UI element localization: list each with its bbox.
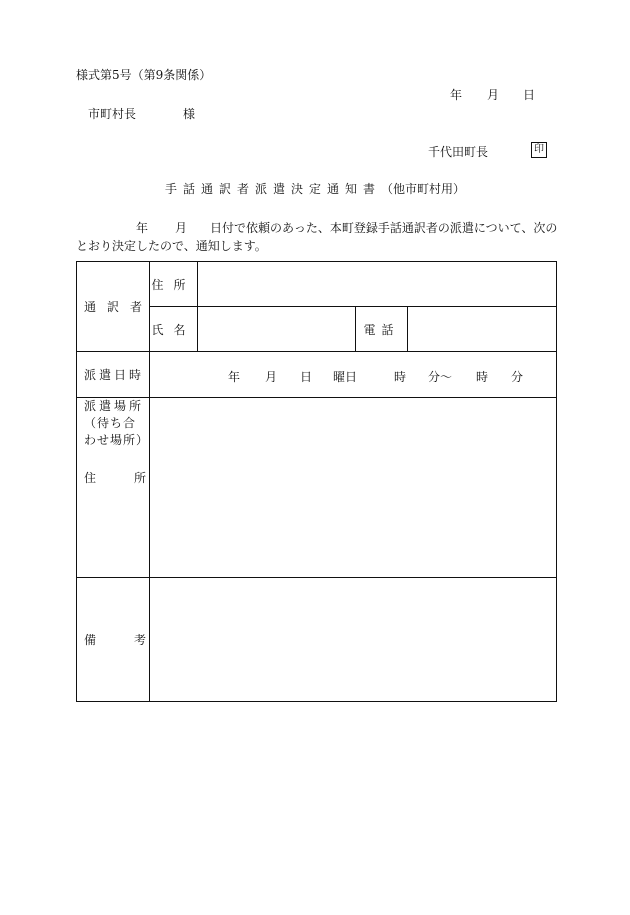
date-year-label: 年 (450, 88, 463, 102)
name-label-cell (150, 307, 198, 352)
title-main: 手話通訳者派遣決定通知書 (164, 182, 381, 196)
interpreter-phone-field[interactable] (408, 307, 557, 352)
date-day-label: 日 (523, 88, 536, 102)
dt-month: 月 (265, 370, 278, 384)
dt-year: 年 (228, 370, 241, 384)
dispatch-datetime-label: 派遣日時 (84, 368, 145, 382)
intro-line-2: とおり決定したので、通知します。 (76, 239, 267, 253)
dispatch-datetime-units (150, 352, 556, 397)
remarks-label: 備 考 (84, 633, 146, 647)
dt-hour-end: 時 (476, 370, 489, 384)
remarks-label-cell (77, 578, 150, 702)
interpreter-label-cell (77, 262, 150, 352)
interpreter-label: 通 訳 者 (84, 300, 142, 314)
dispatch-datetime-label-cell (77, 352, 150, 398)
intro-text: 日付で依頼のあった、本町登録手話通訳者の派遣について、次の (210, 221, 558, 235)
intro-year: 年 (136, 221, 149, 235)
interpreter-name-field[interactable] (198, 307, 356, 352)
address-label: 住所 (151, 277, 196, 292)
addressee (88, 107, 196, 121)
addressee-title: 市町村長 (88, 107, 137, 121)
date-month-label: 月 (487, 88, 500, 102)
phone-label: 電話 (363, 322, 400, 337)
dispatch-place-sub-label: （待ち合わせ場所） (84, 415, 150, 447)
sender: 千代田町長 (428, 145, 489, 159)
title-suffix: （他市町村用） (381, 182, 466, 196)
dispatch-place-address-label: 住 所 (84, 471, 146, 486)
document-title (0, 183, 630, 195)
name-label: 氏名 (151, 322, 196, 337)
intro-month: 月 (175, 221, 188, 235)
dispatch-place-field[interactable] (150, 398, 557, 578)
phone-label-cell (356, 307, 408, 352)
dt-hour-start: 時 (394, 370, 407, 384)
remarks-field[interactable] (150, 578, 557, 702)
interpreter-address-field[interactable] (198, 262, 557, 307)
dt-minute-end: 分 (511, 370, 524, 384)
dt-day: 日 (300, 370, 313, 384)
address-label-cell (150, 262, 198, 307)
addressee-honorific: 様 (183, 107, 196, 121)
dt-weekday: 曜日 (333, 370, 358, 384)
dispatch-place-label: 派遣場所 (84, 399, 145, 413)
dispatch-form-table (76, 261, 557, 702)
dispatch-datetime-field[interactable] (150, 352, 557, 398)
dt-minute-start: 分〜 (428, 370, 453, 384)
dispatch-place-label-cell (77, 398, 150, 578)
seal-mark: 印 (531, 142, 547, 158)
intro-line-1 (0, 222, 630, 236)
form-number: 様式第5号（第9条関係） (76, 68, 212, 82)
